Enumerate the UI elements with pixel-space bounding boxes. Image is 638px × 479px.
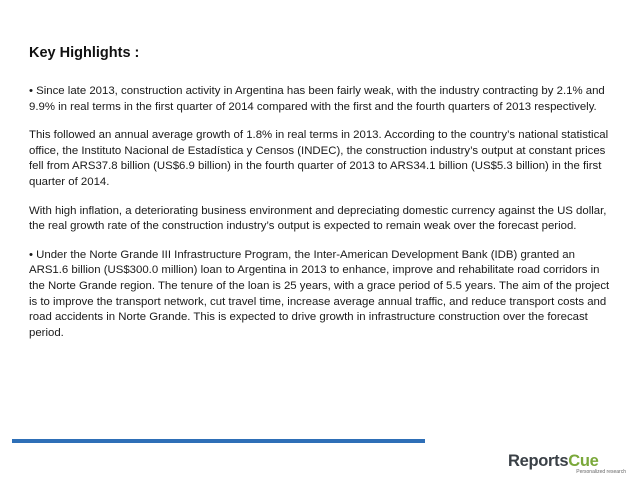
logo-wordmark <box>508 452 599 470</box>
paragraph-indec-output: This followed an annual average growth of 1.8% in real terms in 2013. According to the country’s national statistical office, the Instituto Nacional de Estadística y Censos (INDEC), the construction industry’s output at constant prices fell from ARS37.8 billion (US$6.9 billion) in the fourth quarter of 2013 to ARS34.1 billion (US$5.3 billion) in the first quarter of 2014. <box>29 129 609 188</box>
slide-body <box>29 84 615 354</box>
footer-divider <box>12 439 425 443</box>
paragraph-inflation-outlook: With high inflation, a deteriorating business environment and depreciating domestic currency against the US dollar, the real growth rate of the construction industry’s output is expected to remain weak over the forecast period. <box>29 204 607 233</box>
reportscue-logo <box>508 452 626 476</box>
logo-word-reports: Reports <box>508 452 569 470</box>
slide-heading: Key Highlights : <box>29 45 140 61</box>
logo-word-cue: Cue <box>568 452 599 470</box>
paragraph-norte-grande-program: • Under the Norte Grande III Infrastructure Program, the Inter-American Development Bank (IDB) granted an ARS1.6 billion (US$300.0 million) loan to Argentina in 2013 to enhance, improve and rehabilitate road corridors in the Norte Grande region. The tenure of the loan is 25 years, with a grace period of 5.5 years. The aim of the project is to improve the transport network, cut travel time, increase average annual traffic, and reduce transport costs and road accidents in Norte Grande. This is expected to drive growth in infrastructure construction over the forecast period. <box>29 248 610 339</box>
logo-tagline: Personalized research <box>576 469 626 475</box>
paragraph-construction-decline: • Since late 2013, construction activity in Argentina has been fairly weak, with the industry contracting by 2.1% and 9.9% in real terms in the first quarter of 2014 compared with the first and the fourth quarters of 2013 respectively. <box>29 85 605 113</box>
